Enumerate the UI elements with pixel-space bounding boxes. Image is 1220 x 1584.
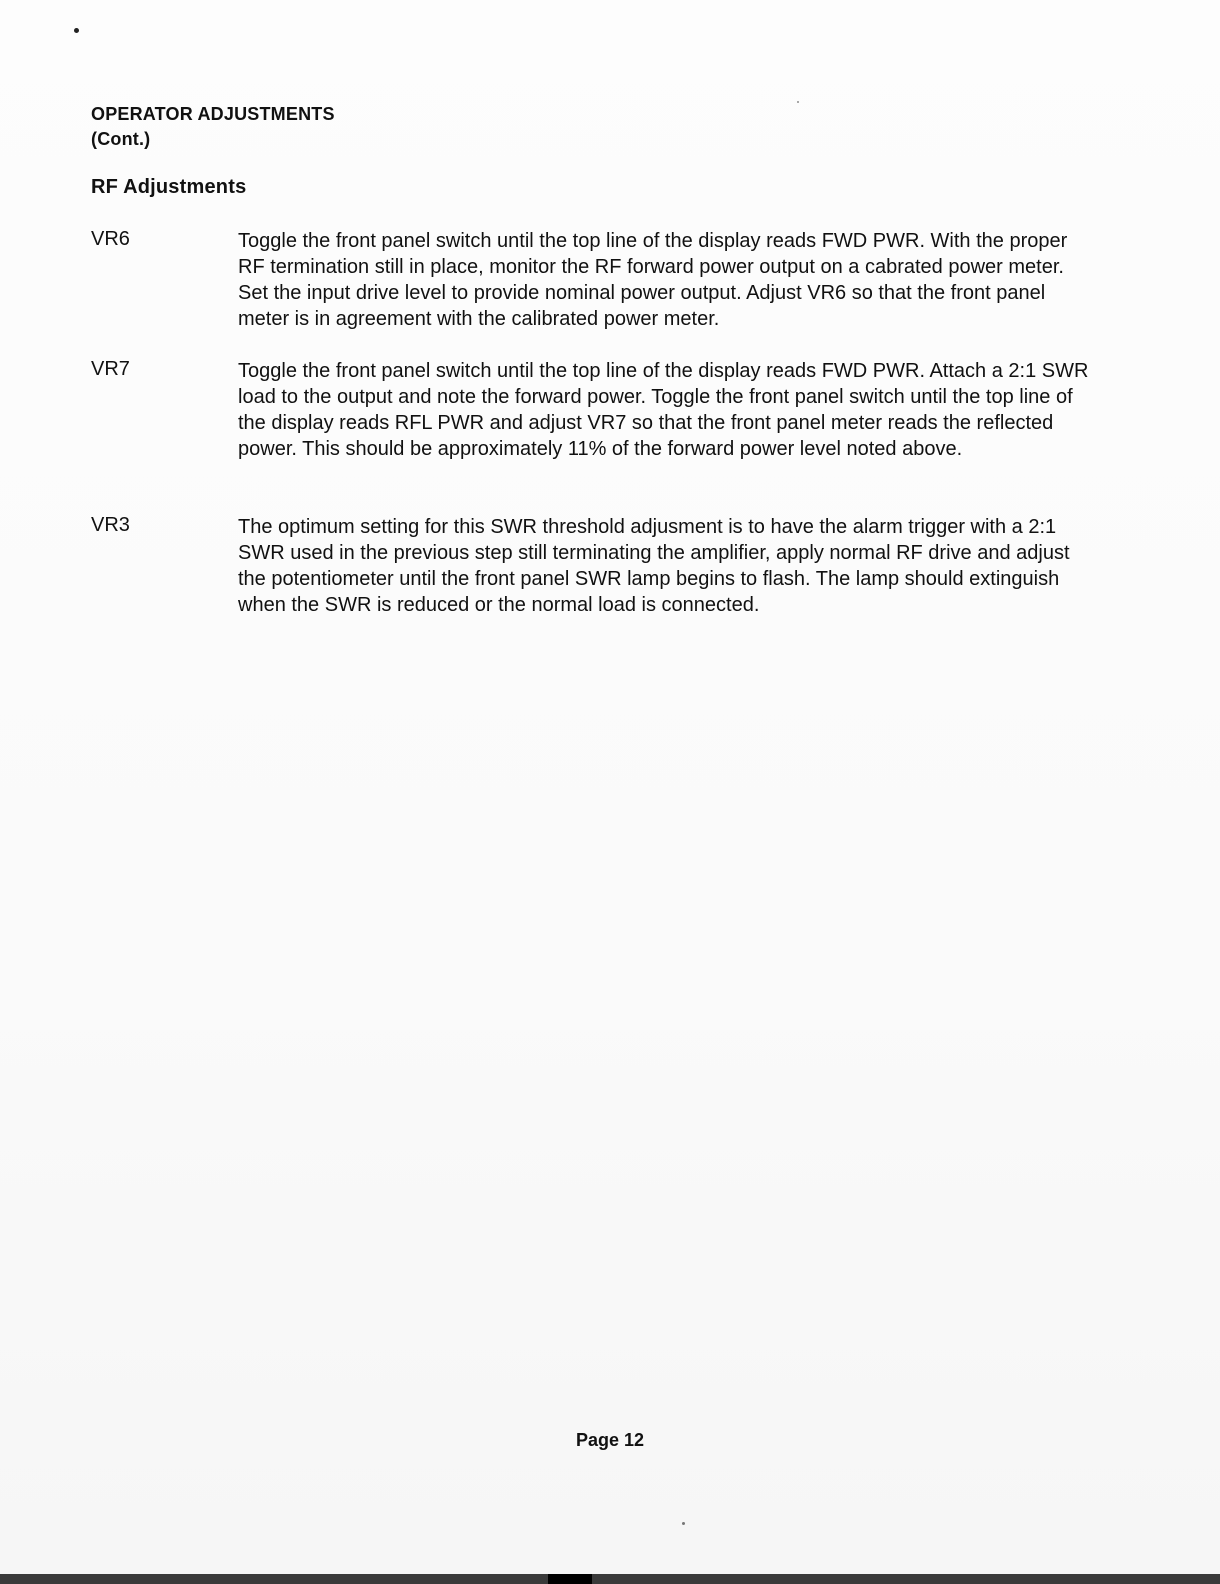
adjustment-description: Toggle the front panel switch until the top line of the display reads FWD PWR. With the proper RF termination still in place, monitor the RF forward power output on a cabrated power meter. Set the input drive level to provide nominal power output. Adjust VR6 so that the front panel meter is in agreement with the calibrated power meter. [238, 230, 1068, 330]
adjustment-description: Toggle the front panel switch until the top line of the display reads FWD PWR. Attach a 2:1 SWR load to the output and note the forward power. Toggle the front panel switch until the top line of the display reads RFL PWR and adjust VR7 so that the front panel meter reads the reflected power. This should be approximately 11% of the forward power level noted above. [238, 360, 1089, 460]
scan-speck [797, 101, 799, 103]
adjustment-label: VR3 [91, 514, 130, 536]
adjustment-label: VR6 [91, 228, 130, 250]
page-number: Page 12 [575, 1430, 645, 1450]
adjustment-description: The optimum setting for this SWR threshold adjusment is to have the alarm trigger with a 2:1 SWR used in the previous step still terminating the amplifier, apply normal RF drive and adjust the potentiometer until the front panel SWR lamp begins to flash. The lamp should extinguish when the SWR is reduced or the normal load is connected. [238, 516, 1070, 616]
subsection-title: RF Adjustments [91, 176, 247, 198]
section-title: OPERATOR ADJUSTMENTS [91, 104, 335, 124]
scan-speck [74, 28, 79, 33]
scan-bottom-edge [0, 1574, 1220, 1584]
scan-speck [682, 1522, 685, 1525]
section-continued-label: (Cont.) [91, 129, 151, 149]
scan-edge-mark [548, 1574, 592, 1584]
adjustment-label: VR7 [91, 358, 130, 380]
